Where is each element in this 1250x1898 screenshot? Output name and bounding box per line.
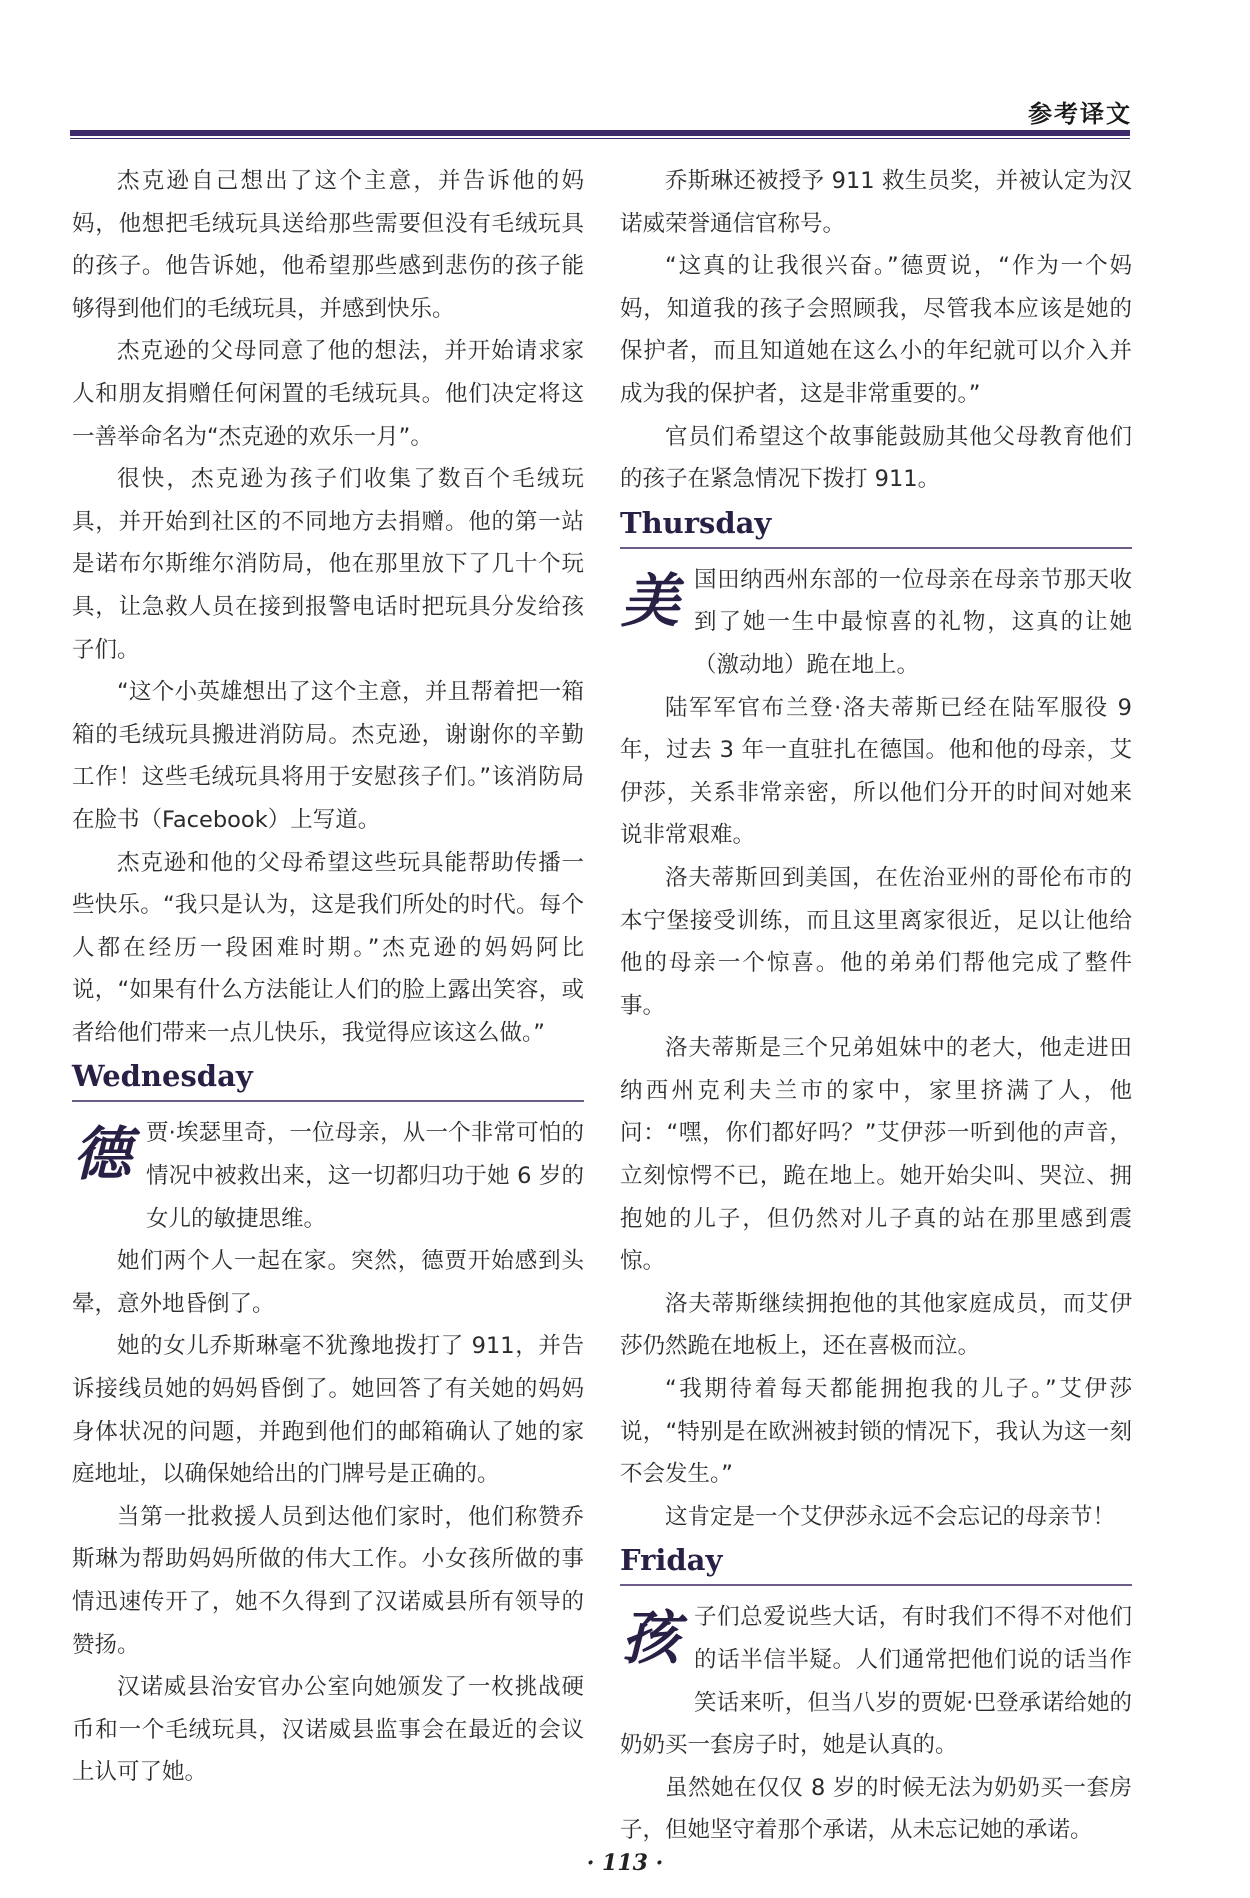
dropcap-paragraph (620, 559, 1132, 687)
paragraph: 很快，杰克逊为孩子们收集了数百个毛绒玩具，并开始到社区的不同地方去捐赠。他的第一站是诺布尔斯维尔消防局，他在那里放下了几十个玩具，让急救人员在接到报警电话时把玩具分发给孩子们。 (72, 466, 584, 663)
header-rule-thin (70, 138, 1130, 139)
dropcap-paragraph (620, 1596, 1132, 1766)
paragraph: 她的女儿乔斯琳毫不犹豫地拨打了 911，并告诉接线员她的妈妈昏倒了。她回答了有关她的妈妈身体状况的问题，并跑到他们的邮箱确认了她的家庭地址，以确保她给出的门牌号是正确的。 (72, 1333, 584, 1488)
paragraph: “这个小英雄想出了这个主意，并且帮着把一箱箱的毛绒玩具搬进消防局。杰克逊，谢谢你的辛勤工作！这些毛绒玩具将用于安慰孩子们。”该消防局在脸书（Facebook）上写道。 (72, 679, 584, 833)
paragraph: 乔斯琳还被授予 911 救生员奖，并被认定为汉诺威荣誉通信官称号。 (620, 168, 1132, 237)
dropcap-paragraph-text: 国田纳西州东部的一位母亲在母亲节那天收到了她一生中最惊喜的礼物，这真的让她（激动地）跪在地上。 (694, 566, 1132, 678)
section-heading-thursday: Thursday (620, 503, 1132, 549)
page-header-title: 参考译文 (1028, 99, 1132, 128)
paragraph: 洛夫蒂斯是三个兄弟姐妹中的老大，他走进田纳西州克利夫兰市的家中，家里挤满了人，他问：“嘿，你们都好吗？”艾伊莎一听到他的声音，立刻惊愕不已，跪在地上。她开始尖叫、哭泣、拥抱她的儿子，但仍然对儿子真的站在那里感到震惊。 (620, 1035, 1132, 1275)
page-number: · 113 · (586, 1850, 664, 1876)
paragraph: “我期待着每天都能拥抱我的儿子。”艾伊莎说，“特别是在欧洲被封锁的情况下，我认为这一刻不会发生。” (620, 1376, 1132, 1488)
header-rule (70, 130, 1130, 136)
section-heading-friday: Friday (620, 1540, 1132, 1586)
paragraph: 洛夫蒂斯继续拥抱他的其他家庭成员，而艾伊莎仍然跪在地板上，还在喜极而泣。 (620, 1290, 1132, 1360)
dropcap-paragraph-text: 子们总爱说些大话，有时我们不得不对他们的话半信半疑。人们通常把他们说的话当作笑话来听，但当八岁的贾妮·巴登承诺给她的奶奶买一套房子时，她是认真的。 (620, 1604, 1132, 1759)
paragraph: 她们两个人一起在家。突然，德贾开始感到头晕，意外地昏倒了。 (72, 1248, 584, 1317)
paragraph: 虽然她在仅仅 8 岁的时候无法为奶奶买一套房子，但她坚守着那个承诺，从未忘记她的承诺。 (620, 1774, 1132, 1844)
right-column (620, 160, 1132, 1852)
dropcap-character: 德 (72, 1120, 131, 1189)
paragraph: 杰克逊和他的父母希望这些玩具能帮助传播一些快乐。“我只是认为，这是我们所处的时代。每个人都在经历一段困难时期。”杰克逊的妈妈阿比说，“如果有什么方法能让人们的脸上露出笑容，或者给他们带来一点儿快乐，我觉得应该这么做。” (72, 849, 584, 1046)
paragraph: 官员们希望这个故事能鼓励其他父母教育他们的孩子在紧急情况下拨打 911。 (620, 423, 1132, 493)
section-heading-wednesday: Wednesday (72, 1056, 584, 1102)
dropcap-character: 孩 (620, 1604, 679, 1673)
dropcap-paragraph (72, 1112, 584, 1240)
paragraph: 汉诺威县治安官办公室向她颁发了一枚挑战硬币和一个毛绒玩具，汉诺威县监事会在最近的会议上认可了她。 (72, 1674, 584, 1786)
dropcap-paragraph-text: 贾·埃瑟里奇，一位母亲，从一个非常可怕的情况中被救出来，这一切都归功于她 6 岁的女儿的敏捷思维。 (146, 1120, 584, 1232)
paragraph: 洛夫蒂斯回到美国，在佐治亚州的哥伦布市的本宁堡接受训练，而且这里离家很近，足以让他给他的母亲一个惊喜。他的弟弟们帮他完成了整件事。 (620, 864, 1132, 1019)
dropcap-character: 美 (620, 566, 679, 635)
paragraph: 杰克逊的父母同意了他的想法，并开始请求家人和朋友捐赠任何闲置的毛绒玩具。他们决定将这一善举命名为“杰克逊的欢乐一月”。 (72, 338, 584, 450)
paragraph: 这肯定是一个艾伊莎永远不会忘记的母亲节！ (665, 1503, 1116, 1530)
paragraph: 当第一批救援人员到达他们家时，他们称赞乔斯琳为帮助妈妈所做的伟大工作。小女孩所做的事情迅速传开了，她不久得到了汉诺威县所有领导的赞扬。 (72, 1503, 584, 1658)
paragraph: 陆军军官布兰登·洛夫蒂斯已经在陆军服役 9 年，过去 3 年一直驻扎在德国。他和他的母亲，艾伊莎，关系非常亲密，所以他们分开的时间对她来说非常艰难。 (620, 694, 1132, 849)
paragraph: “这真的让我很兴奋。”德贾说，“作为一个妈妈，知道我的孩子会照顾我，尽管我本应该是她的保护者，而且知道她在这么小的年纪就可以介入并成为我的保护者，这是非常重要的。” (620, 253, 1132, 407)
paragraph: 杰克逊自己想出了这个主意，并告诉他的妈妈，他想把毛绒玩具送给那些需要但没有毛绒玩具的孩子。他告诉她，他希望那些感到悲伤的孩子能够得到他们的毛绒玩具，并感到快乐。 (72, 168, 584, 322)
left-column (72, 160, 584, 1794)
